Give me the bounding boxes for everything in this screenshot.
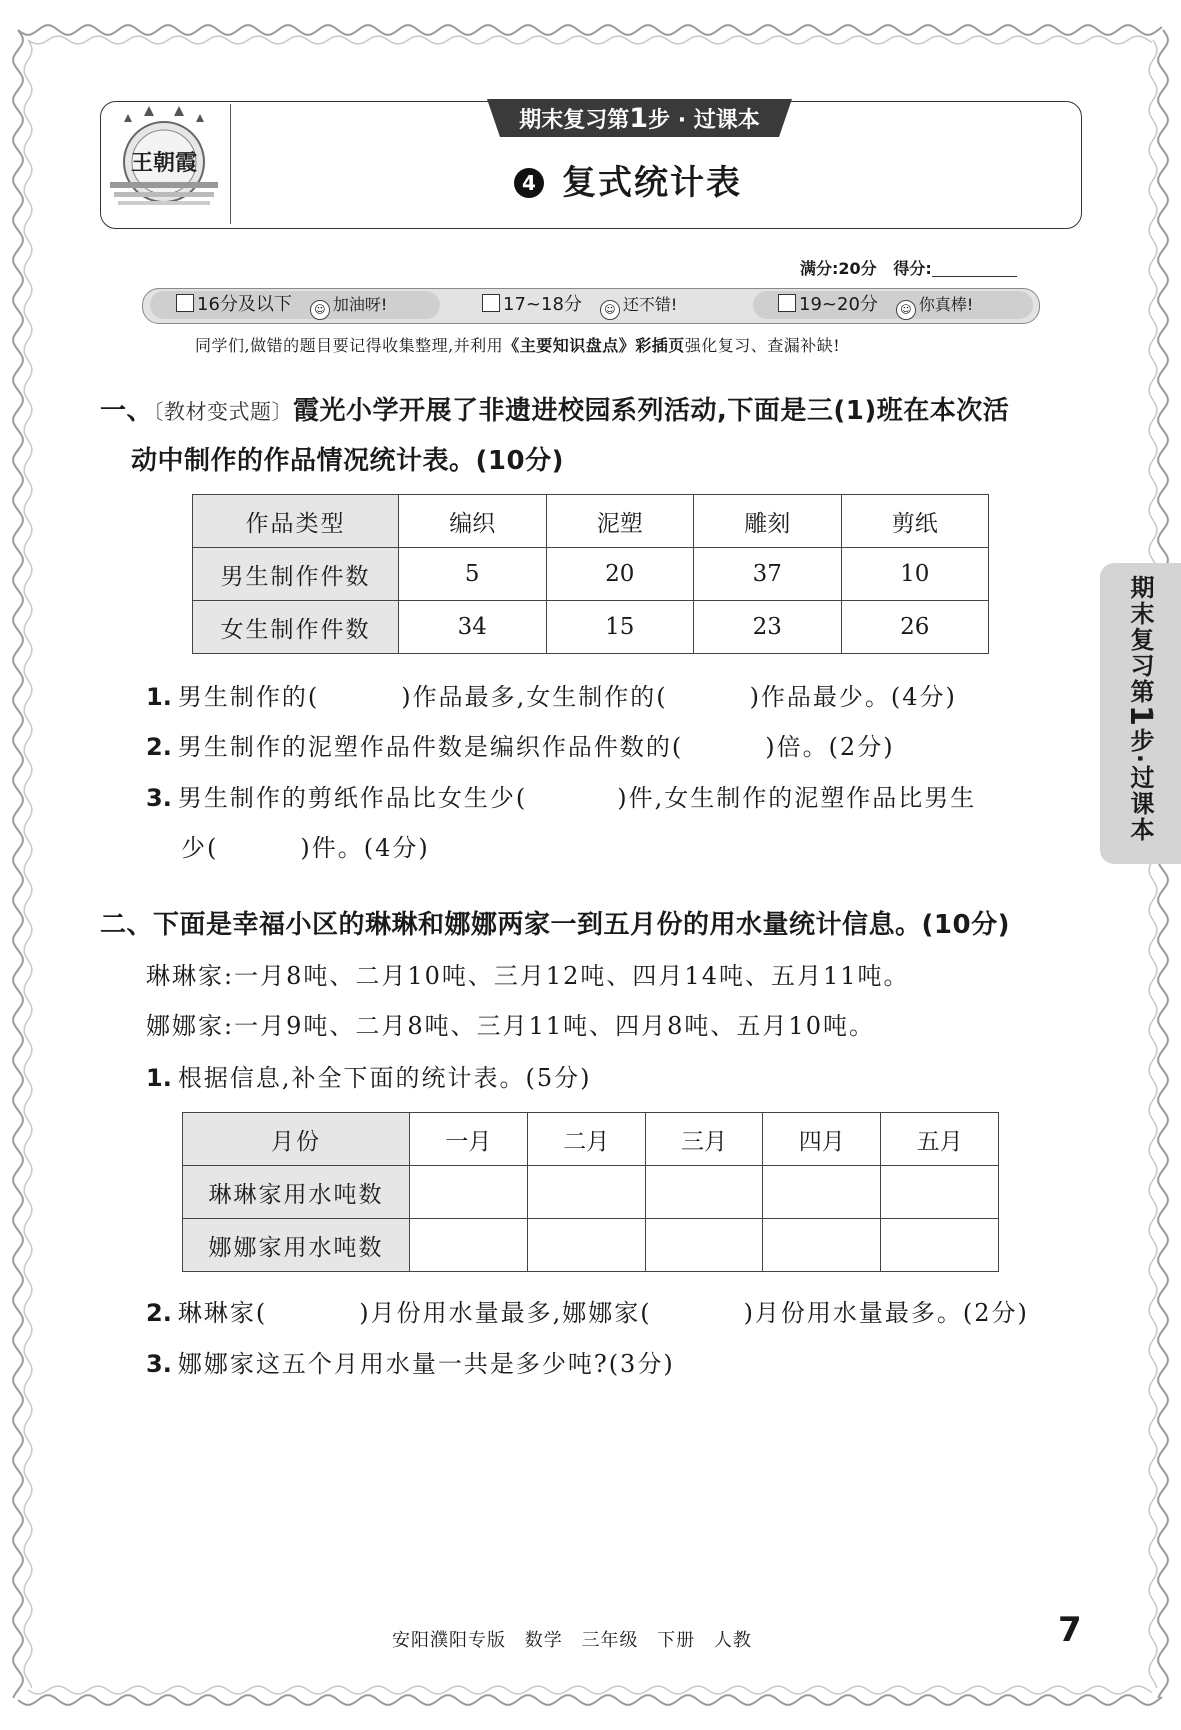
q2-table — [182, 1112, 999, 1272]
table-row — [183, 1166, 999, 1219]
svg-text:王朝霞: 王朝霞 — [130, 150, 198, 176]
smile-face-icon: ☺ — [600, 300, 620, 320]
q1-sub2: 2. 男生制作的泥塑作品件数是编织作品件数的( )倍。(2分) — [146, 733, 895, 761]
page-number: 7 — [1058, 1610, 1082, 1650]
table-header-cell: 四月 — [763, 1113, 881, 1166]
grade-level-1: 16分及以下 ☺ 加油呀! — [176, 291, 387, 319]
q1-table — [192, 494, 989, 654]
table-header-cell: 一月 — [410, 1113, 528, 1166]
table-row — [183, 1113, 999, 1166]
fill-in-cell[interactable] — [645, 1219, 763, 1272]
step-banner-text: 期末复习第1步 · 过课本 — [519, 103, 760, 134]
table-header-cell: 剪纸 — [841, 495, 989, 548]
table-row — [193, 548, 989, 601]
table-cell: 5 — [399, 548, 547, 601]
score-blank[interactable] — [932, 260, 1017, 277]
side-tab-text: 期末复习第1步·过课本 — [1123, 575, 1158, 843]
table-cell: 37 — [694, 548, 842, 601]
row-label-cell: 女生制作件数 — [193, 601, 399, 654]
q1-heading: 一、〔教材变式题〕霞光小学开展了非遗进校园系列活动,下面是三(1)班在本次活 — [100, 396, 1010, 426]
page-title: 4 复式统计表 — [514, 155, 742, 204]
fill-in-cell[interactable] — [527, 1166, 645, 1219]
q1-sub3: 3. 男生制作的剪纸作品比女生少( )件,女生制作的泥塑作品比男生 — [146, 784, 977, 812]
q2-heading: 二、下面是幸福小区的琳琳和娜娜两家一到五月份的用水量统计信息。(10分) — [100, 910, 1010, 940]
grade-checkbox-1[interactable] — [176, 294, 194, 312]
grade-level-2: 17~18分 ☺ 还不错! — [482, 291, 677, 319]
table-header-cell: 作品类型 — [193, 495, 399, 548]
table-header-cell: 泥塑 — [546, 495, 694, 548]
fill-in-cell[interactable] — [410, 1219, 528, 1272]
grade-checkbox-2[interactable] — [482, 294, 500, 312]
fill-in-cell[interactable] — [881, 1219, 999, 1272]
footer-info: 安阳濮阳专版 数学 三年级 下册 人教 — [392, 1630, 752, 1651]
q2-sub1: 1. 根据信息,补全下面的统计表。(5分) — [146, 1064, 592, 1092]
fill-in-cell[interactable] — [881, 1166, 999, 1219]
fill-in-cell[interactable] — [527, 1219, 645, 1272]
fill-in-cell[interactable] — [763, 1166, 881, 1219]
q1-sub1: 1. 男生制作的( )作品最多,女生制作的( )作品最少。(4分) — [146, 683, 957, 711]
table-cell: 20 — [546, 548, 694, 601]
table-cell: 23 — [694, 601, 842, 654]
row-label-cell: 娜娜家用水吨数 — [183, 1219, 410, 1272]
fill-in-cell[interactable] — [410, 1166, 528, 1219]
q2-sub2: 2. 琳琳家( )月份用水量最多,娜娜家( )月份用水量最多。(2分) — [146, 1299, 1029, 1327]
table-header-cell: 二月 — [527, 1113, 645, 1166]
q2-info-nana: 娜娜家:一月9吨、二月8吨、三月11吨、四月8吨、五月10吨。 — [146, 1012, 875, 1040]
table-cell: 10 — [841, 548, 989, 601]
q1-sub3-line2: 少( )件。(4分) — [181, 834, 430, 862]
smile-face-icon: ☺ — [310, 300, 330, 320]
table-cell: 34 — [399, 601, 547, 654]
row-label-cell: 男生制作件数 — [193, 548, 399, 601]
q1-heading-line2: 动中制作的作品情况统计表。(10分) — [131, 446, 564, 476]
logo-emblem-icon — [104, 104, 224, 222]
table-header-cell: 五月 — [881, 1113, 999, 1166]
table-row — [183, 1219, 999, 1272]
table-row — [193, 495, 989, 548]
grade-checkbox-3[interactable] — [778, 294, 796, 312]
table-cell: 26 — [841, 601, 989, 654]
grade-level-3: 19~20分 ☺ 你真棒! — [778, 291, 973, 319]
table-header-cell: 编织 — [399, 495, 547, 548]
brand-logo — [104, 104, 231, 224]
lesson-number-badge: 4 — [514, 168, 544, 198]
q2-sub3: 3. 娜娜家这五个月用水量一共是多少吨?(3分) — [146, 1350, 675, 1378]
table-header-cell: 雕刻 — [694, 495, 842, 548]
row-label-cell: 琳琳家用水吨数 — [183, 1166, 410, 1219]
fill-in-cell[interactable] — [645, 1166, 763, 1219]
table-row — [193, 601, 989, 654]
table-header-cell: 三月 — [645, 1113, 763, 1166]
notice-text: 同学们,做错的题目要记得收集整理,并利用《主要知识盘点》彩插页强化复习、查漏补缺! — [195, 336, 841, 355]
fill-in-cell[interactable] — [763, 1219, 881, 1272]
score-line: 满分:20分 得分: — [800, 256, 1017, 279]
table-header-cell: 月份 — [183, 1113, 410, 1166]
q2-info-linlin: 琳琳家:一月8吨、二月10吨、三月12吨、四月14吨、五月11吨。 — [146, 962, 910, 990]
table-cell: 15 — [546, 601, 694, 654]
smile-face-icon: ☺ — [896, 300, 916, 320]
